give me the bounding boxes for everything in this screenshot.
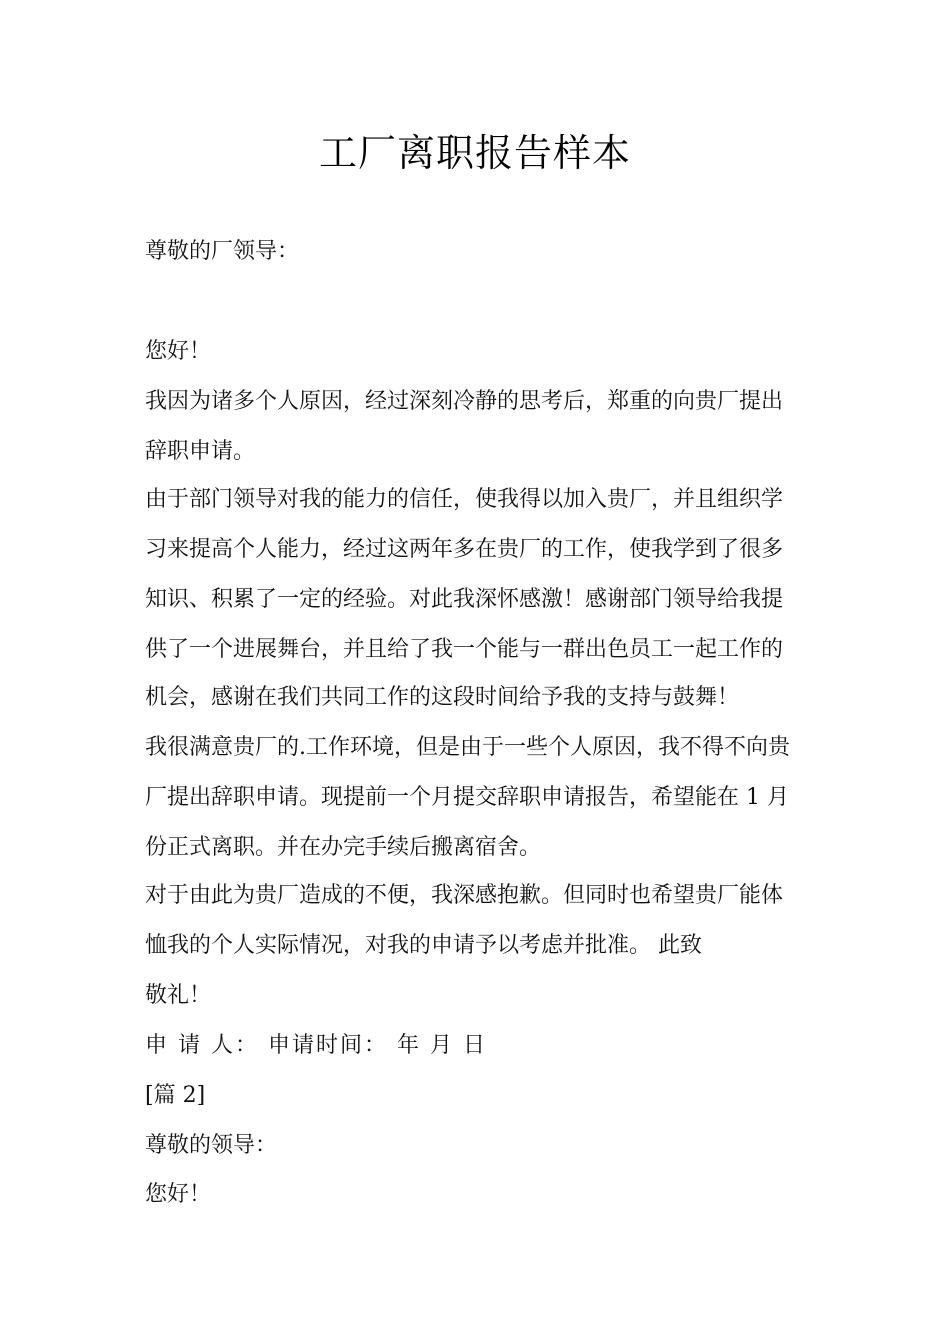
paragraph-line: 由于部门领导对我的能力的信任，使我得以加入贵厂，并且组织学 xyxy=(145,487,784,512)
paragraph-line: 习来提高个人能力，经过这两年多在贵厂的工作，使我学到了很多 xyxy=(145,537,784,562)
signature-line: 申 请 人： 申请时间： 年 月 日 xyxy=(145,1033,487,1058)
greeting-2: 您好！ xyxy=(145,1182,212,1207)
paragraph-line: 厂提出辞职申请。现提前一个月提交辞职申请报告，希望能在 1 月 xyxy=(145,785,789,810)
paragraph-line: 对于由此为贵厂造成的不便，我深感抱歉。但同时也希望贵厂能体 xyxy=(145,883,784,908)
paragraph-line: 份正式离职。并在办完手续后搬离宿舍。 xyxy=(145,835,542,860)
paragraph-line: 辞职申请。 xyxy=(145,439,256,464)
document-title: 工厂离职报告样本 xyxy=(318,131,631,175)
paragraph-line: 我很满意贵厂的.工作环境，但是由于一些个人原因，我不得不向贵 xyxy=(145,735,790,760)
paragraph-line: 供了一个进展舞台，并且给了我一个能与一群出色员工一起工作的 xyxy=(145,637,784,662)
paragraph-line: 恤我的个人实际情况，对我的申请予以考虑并批准。 此致 xyxy=(145,933,702,958)
paragraph-line: 机会，感谢在我们共同工作的这段时间给予我的支持与鼓舞！ xyxy=(145,685,740,710)
section-marker: [篇 2] xyxy=(145,1083,206,1108)
closing-salute: 敬礼！ xyxy=(145,983,212,1008)
paragraph-line: 知识、积累了一定的经验。对此我深怀感激！感谢部门领导给我提 xyxy=(145,587,784,612)
greeting: 您好！ xyxy=(145,339,212,364)
salutation: 尊敬的厂领导： xyxy=(145,239,300,264)
salutation-2: 尊敬的领导： xyxy=(145,1133,278,1158)
paragraph-line: 我因为诸多个人原因，经过深刻冷静的思考后，郑重的向贵厂提出 xyxy=(145,389,784,414)
